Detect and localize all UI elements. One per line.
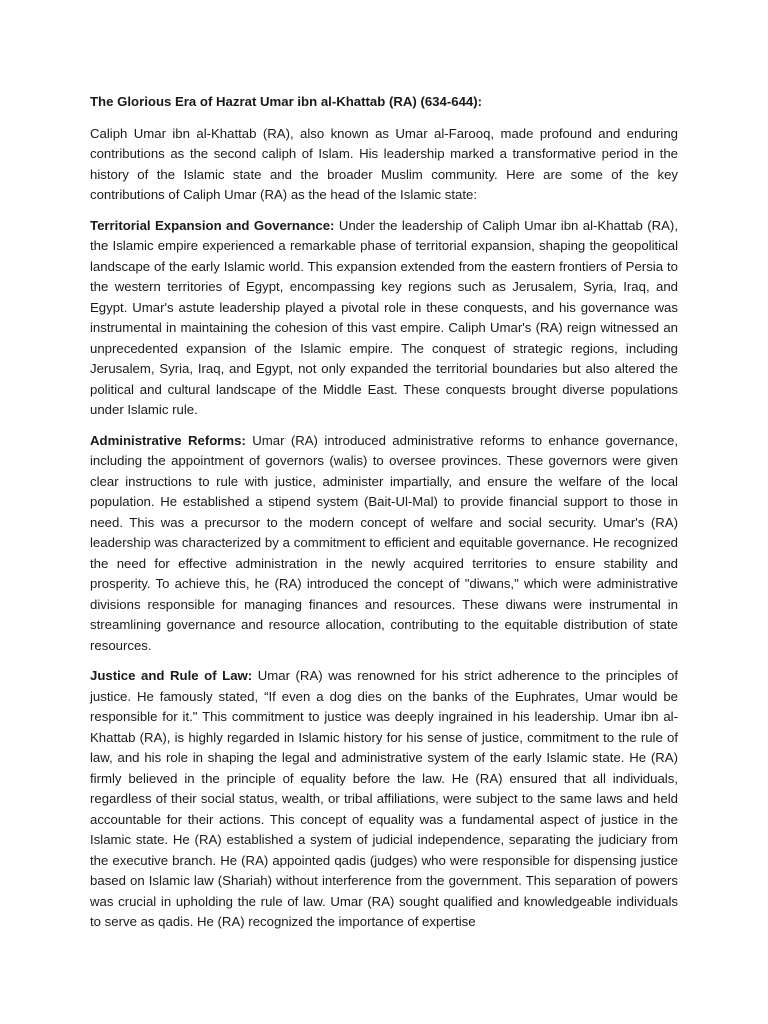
section-heading: Administrative Reforms: <box>90 432 246 448</box>
section-justice-rule-of-law <box>90 666 678 933</box>
section-text: Umar (RA) introduced administrative reforms to enhance governance, including the appointment of governors (walis) to oversee provinces. These governors were given clear instructions to rule with justice, administer impartially, and ensure the welfare of the local population. He established a stipend system (Bait-Ul-Mal) to provide financial support to those in need. This was a precursor to the modern concept of welfare and social security. Umar's (RA) leadership was characterized by a commitment to efficient and equitable governance. He recognized the need for effective administration in the newly acquired territories to ensure stability and prosperity. To achieve this, he (RA) introduced the concept of "diwans," which were administrative divisions responsible for managing finances and resources. These diwans were instrumental in streamlining governance and resource allocation, contributing to the equitable distribution of state resources. <box>90 432 678 653</box>
document-page <box>90 92 678 943</box>
section-text: Umar (RA) was renowned for his strict adherence to the principles of justice. He famously stated, “If even a dog dies on the banks of the Euphrates, Umar would be responsible for it." This commitment to justice was deeply ingrained in his leadership. Umar ibn al-Khattab (RA), is highly regarded in Islamic history for his sense of justice, commitment to the rule of law, and his role in shaping the legal and administrative system of the early Islamic state. He (RA) firmly believed in the principle of equality before the law. He (RA) ensured that all individuals, regardless of their social status, wealth, or tribal affiliations, were subject to the same laws and held accountable for their actions. This concept of equality was a fundamental aspect of justice in the Islamic state. He (RA) established a system of judicial independence, separating the judiciary from the executive branch. He (RA) appointed qadis (judges) who were responsible for dispensing justice based on Islamic law (Shariah) without interference from the government. This separation of powers was crucial in upholding the rule of law. Umar (RA) sought qualified and knowledgeable individuals to serve as qadis. He (RA) recognized the importance of expertise <box>90 668 678 929</box>
section-territorial-expansion <box>90 216 678 421</box>
intro-paragraph: Caliph Umar ibn al-Khattab (RA), also known as Umar al-Farooq, made profound and enduring contributions as the second caliph of Islam. His leadership marked a transformative period in the history of the Islamic state and the broader Muslim community. Here are some of the key contributions of Caliph Umar (RA) as the head of the Islamic state: <box>90 125 678 202</box>
section-administrative-reforms <box>90 431 678 657</box>
document-title: The Glorious Era of Hazrat Umar ibn al-Khattab (RA) (634-644): <box>90 94 483 109</box>
section-heading: Territorial Expansion and Governance: <box>90 217 335 233</box>
section-heading: Justice and Rule of Law: <box>90 668 253 683</box>
section-text: Under the leadership of Caliph Umar ibn al-Khattab (RA), the Islamic empire experienced a remarkable phase of territorial expansion, shaping the geopolitical landscape of the early Islamic world. This expansion extended from the eastern frontiers of Persia to the western territories of Egypt, encompassing key regions such as Jerusalem, Syria, Iraq, and Egypt. Umar's astute leadership played a pivotal role in these conquests, and his governance was instrumental in maintaining the cohesion of this vast empire. Caliph Umar's (RA) reign witnessed an unprecedented expansion of the Islamic empire. The conquest of strategic regions, including Jerusalem, Syria, Iraq, and Egypt, not only expanded the territorial boundaries but also altered the political and cultural landscape of the Middle East. These conquests brought diverse populations under Islamic rule. <box>90 217 678 417</box>
